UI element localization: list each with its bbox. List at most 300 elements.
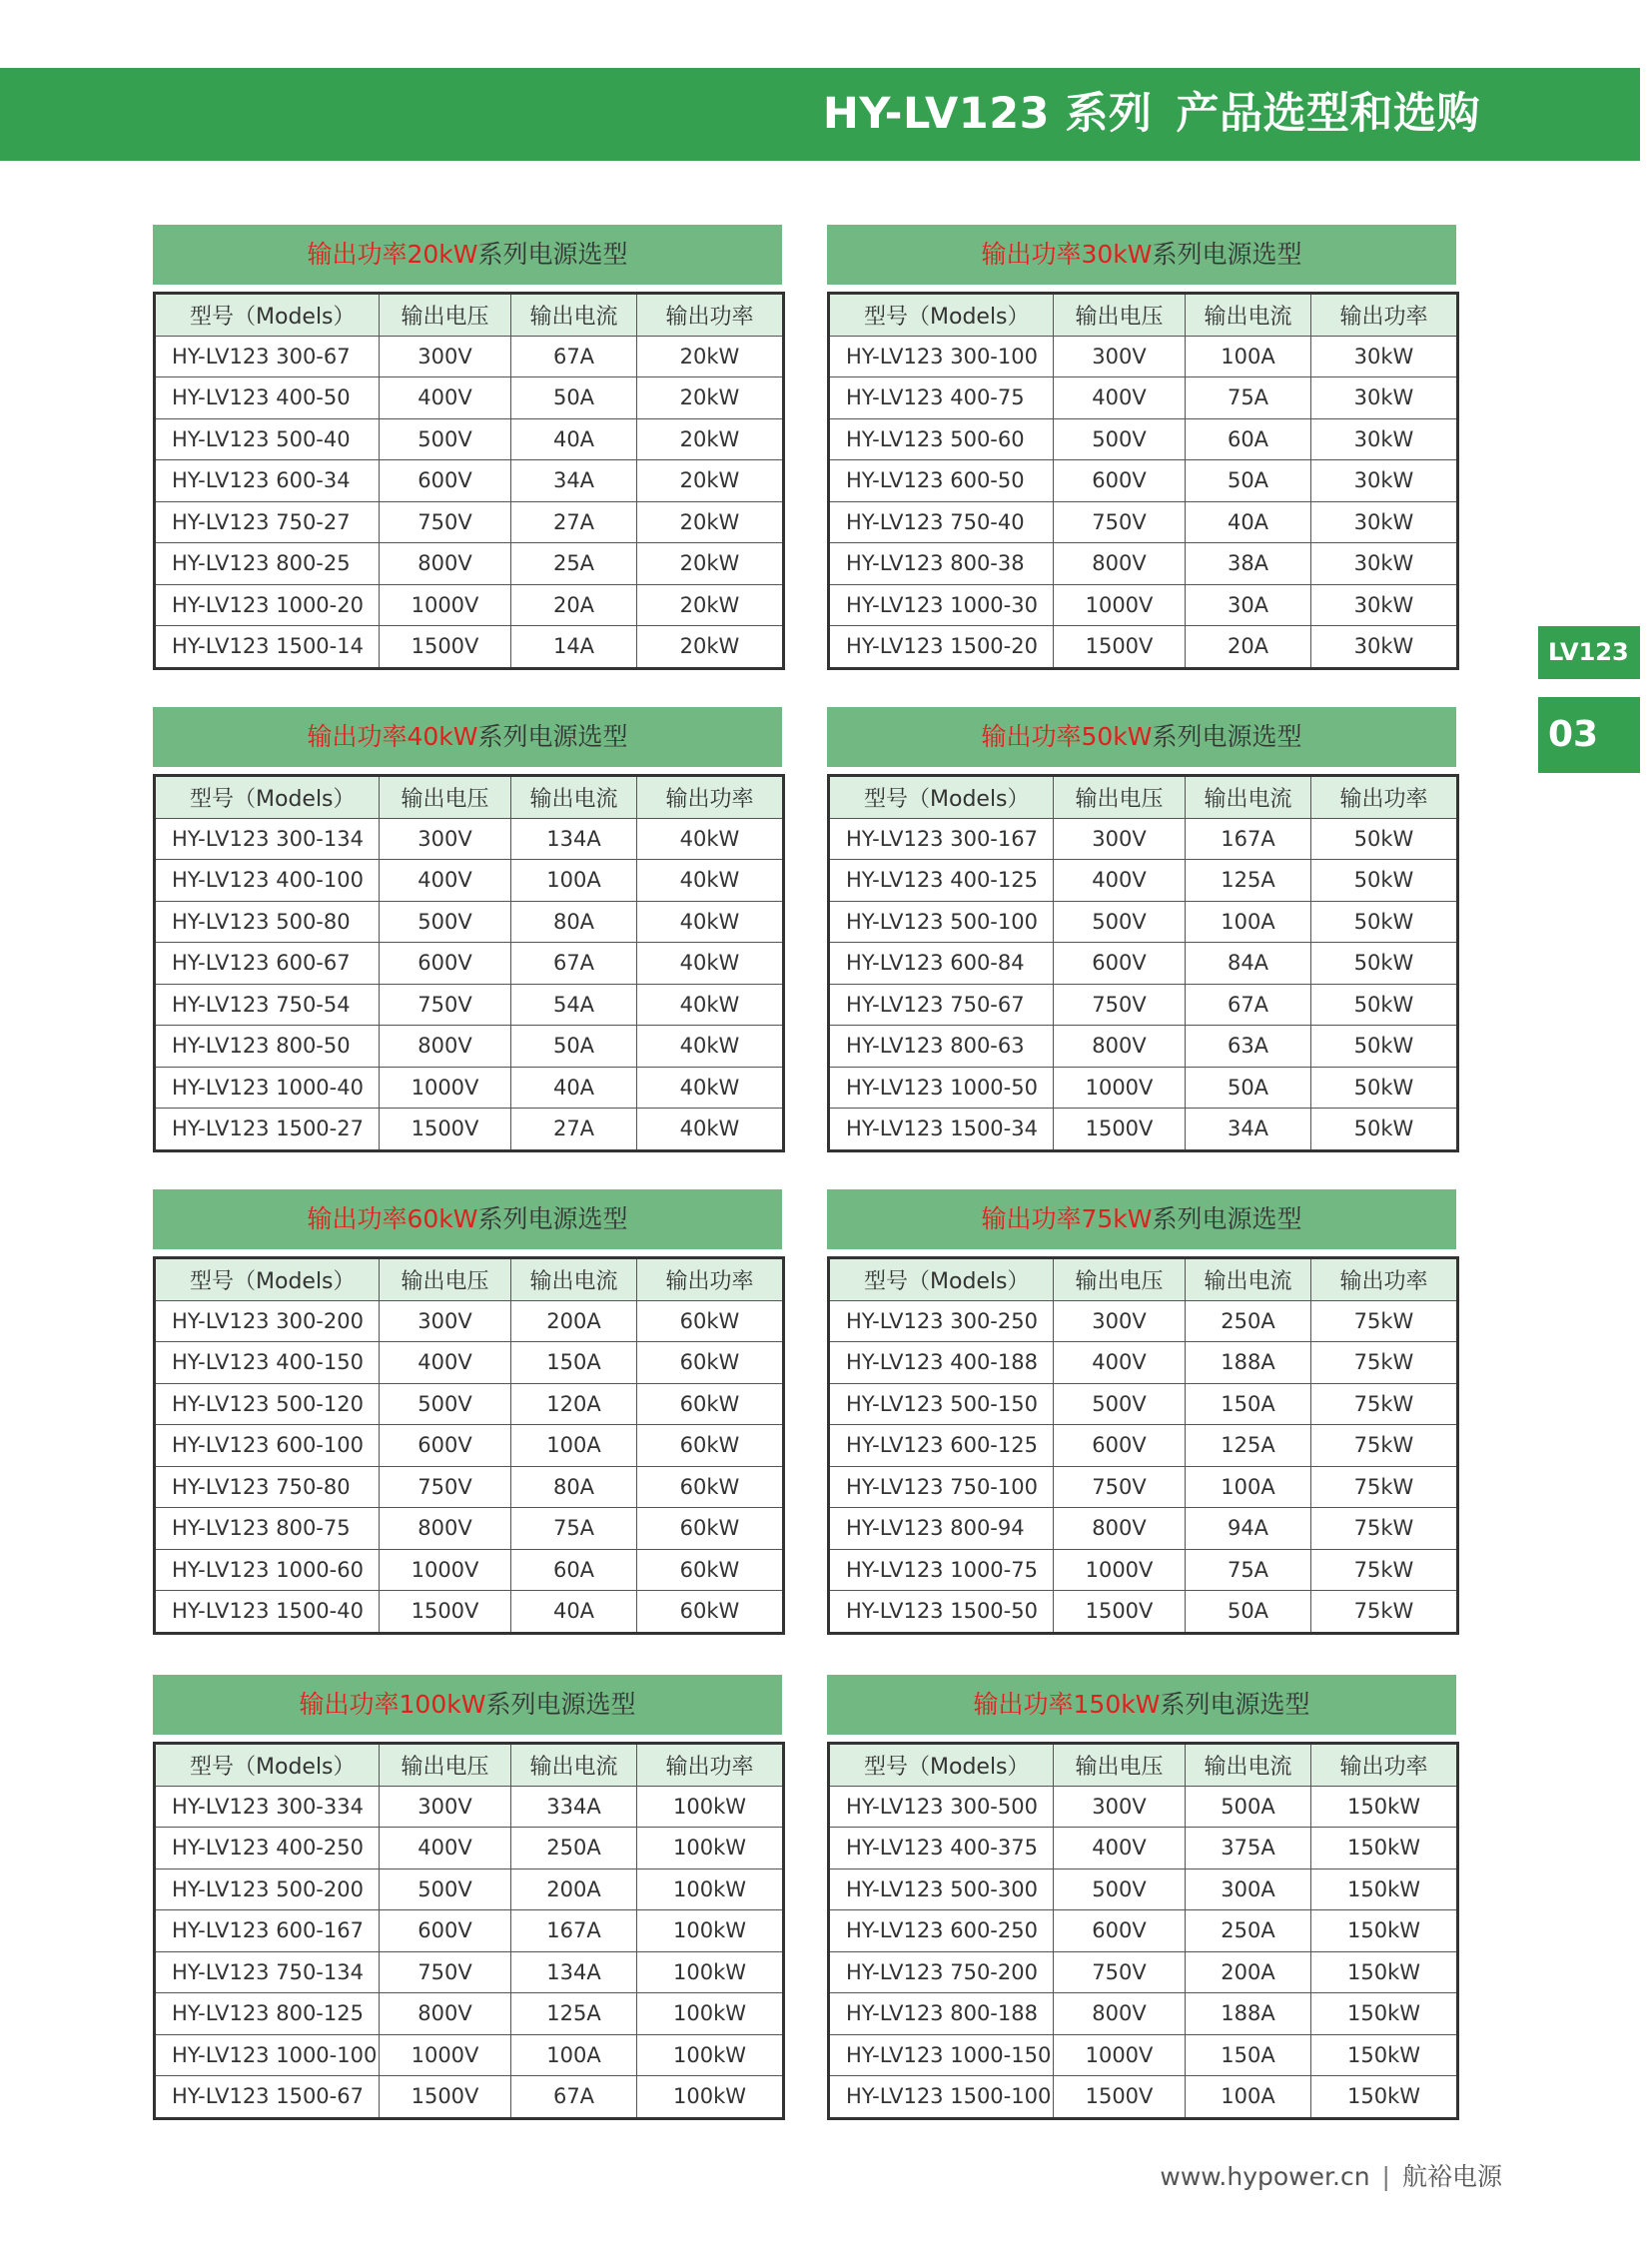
column-header-model: 型号（Models） (155, 1258, 380, 1301)
cell-current: 34A (1186, 1109, 1311, 1151)
table-row (829, 543, 1458, 585)
cell-model: HY-LV123 400-75 (829, 377, 1054, 419)
cell-voltage: 400V (1054, 1828, 1186, 1869)
block-title (153, 225, 782, 285)
table-header-row (155, 294, 784, 337)
cell-voltage: 750V (380, 984, 511, 1026)
cell-model: HY-LV123 1500-40 (155, 1591, 380, 1634)
cell-power: 50kW (1311, 1067, 1458, 1109)
side-tab-series: LV123 (1538, 626, 1640, 679)
cell-voltage: 750V (1054, 1951, 1186, 1993)
block-title-suffix: 系列电源选型 (477, 722, 628, 751)
cell-power: 75kW (1311, 1342, 1458, 1384)
cell-current: 150A (1186, 2034, 1311, 2076)
table-row (829, 818, 1458, 860)
cell-power: 100kW (637, 1993, 784, 2035)
cell-voltage: 500V (1054, 1868, 1186, 1910)
table-row (155, 2076, 784, 2119)
cell-model: HY-LV123 600-67 (155, 943, 380, 985)
cell-current: 50A (511, 1026, 637, 1068)
cell-voltage: 600V (1054, 1910, 1186, 1952)
cell-model: HY-LV123 600-100 (155, 1425, 380, 1467)
cell-voltage: 800V (1054, 1026, 1186, 1068)
cell-model: HY-LV123 400-250 (155, 1828, 380, 1869)
table-row (829, 460, 1458, 502)
cell-power: 50kW (1311, 984, 1458, 1026)
column-header-model: 型号（Models） (829, 1258, 1054, 1301)
cell-current: 200A (511, 1300, 637, 1342)
table-row (155, 1828, 784, 1869)
block-title-power: 输出功率60kW (307, 1204, 478, 1233)
cell-model: HY-LV123 750-100 (829, 1466, 1054, 1508)
table-row (829, 2076, 1458, 2119)
cell-voltage: 1500V (380, 2076, 511, 2119)
cell-power: 30kW (1311, 501, 1458, 543)
cell-power: 60kW (637, 1342, 784, 1384)
cell-power: 60kW (637, 1549, 784, 1591)
column-header-current: 输出电流 (511, 776, 637, 819)
cell-voltage: 600V (1054, 1425, 1186, 1467)
cell-current: 250A (1186, 1910, 1311, 1952)
cell-model: HY-LV123 600-167 (155, 1910, 380, 1952)
footer-separator: | (1381, 2162, 1390, 2191)
spec-block (827, 1189, 1456, 1635)
cell-voltage: 1500V (1054, 2076, 1186, 2119)
block-title (827, 707, 1456, 767)
cell-voltage: 800V (380, 1508, 511, 1550)
cell-current: 20A (1186, 626, 1311, 669)
table-row (155, 1951, 784, 1993)
cell-voltage: 1000V (1054, 2034, 1186, 2076)
cell-power: 40kW (637, 943, 784, 985)
spec-block (153, 1675, 782, 2120)
cell-power: 20kW (637, 626, 784, 669)
column-header-power: 输出功率 (1311, 1258, 1458, 1301)
cell-current: 40A (511, 1591, 637, 1634)
cell-power: 20kW (637, 543, 784, 585)
cell-current: 94A (1186, 1508, 1311, 1550)
table-row (829, 1993, 1458, 2035)
cell-power: 20kW (637, 460, 784, 502)
table-header-row (829, 294, 1458, 337)
cell-model: HY-LV123 600-84 (829, 943, 1054, 985)
cell-model: HY-LV123 400-50 (155, 377, 380, 419)
spec-table (827, 1742, 1459, 2120)
cell-model: HY-LV123 300-500 (829, 1786, 1054, 1828)
cell-voltage: 800V (1054, 1508, 1186, 1550)
cell-model: HY-LV123 1000-40 (155, 1067, 380, 1109)
table-row (155, 943, 784, 985)
cell-current: 334A (511, 1786, 637, 1828)
cell-current: 40A (511, 418, 637, 460)
cell-model: HY-LV123 1000-60 (155, 1549, 380, 1591)
cell-power: 20kW (637, 584, 784, 626)
cell-voltage: 750V (380, 501, 511, 543)
cell-voltage: 400V (380, 1342, 511, 1384)
cell-power: 75kW (1311, 1549, 1458, 1591)
table-row (155, 1786, 784, 1828)
cell-voltage: 1000V (1054, 584, 1186, 626)
cell-power: 75kW (1311, 1300, 1458, 1342)
page-title-main: 产品选型和选购 (1176, 89, 1480, 139)
cell-power: 30kW (1311, 460, 1458, 502)
cell-model: HY-LV123 500-150 (829, 1383, 1054, 1425)
cell-model: HY-LV123 1000-150 (829, 2034, 1054, 2076)
cell-model: HY-LV123 1500-67 (155, 2076, 380, 2119)
cell-current: 80A (511, 1466, 637, 1508)
table-row (155, 984, 784, 1026)
cell-voltage: 1000V (380, 1549, 511, 1591)
table-row (155, 1508, 784, 1550)
cell-model: HY-LV123 500-80 (155, 901, 380, 943)
cell-voltage: 500V (380, 901, 511, 943)
cell-voltage: 1500V (1054, 1109, 1186, 1151)
cell-current: 100A (511, 1425, 637, 1467)
table-row (155, 1910, 784, 1952)
table-row (155, 1549, 784, 1591)
cell-power: 30kW (1311, 584, 1458, 626)
cell-current: 75A (511, 1508, 637, 1550)
cell-voltage: 500V (1054, 901, 1186, 943)
cell-current: 150A (1186, 1383, 1311, 1425)
table-row (155, 1109, 784, 1151)
cell-voltage: 750V (380, 1951, 511, 1993)
cell-model: HY-LV123 800-125 (155, 1993, 380, 2035)
cell-voltage: 300V (1054, 336, 1186, 377)
block-title-suffix: 系列电源选型 (1152, 722, 1302, 751)
cell-power: 40kW (637, 860, 784, 902)
cell-current: 67A (511, 2076, 637, 2119)
cell-voltage: 300V (1054, 1300, 1186, 1342)
cell-voltage: 500V (380, 1383, 511, 1425)
cell-model: HY-LV123 400-188 (829, 1342, 1054, 1384)
cell-voltage: 500V (380, 1868, 511, 1910)
cell-power: 50kW (1311, 860, 1458, 902)
column-header-current: 输出电流 (1186, 776, 1311, 819)
column-header-voltage: 输出电压 (1054, 776, 1186, 819)
column-header-power: 输出功率 (1311, 1744, 1458, 1787)
block-title-suffix: 系列电源选型 (485, 1690, 636, 1719)
block-title-power: 输出功率100kW (299, 1690, 486, 1719)
table-row (829, 901, 1458, 943)
column-header-current: 输出电流 (511, 1258, 637, 1301)
cell-model: HY-LV123 400-150 (155, 1342, 380, 1384)
cell-power: 40kW (637, 1026, 784, 1068)
cell-voltage: 300V (1054, 818, 1186, 860)
cell-power: 20kW (637, 377, 784, 419)
table-row (155, 1466, 784, 1508)
column-header-voltage: 输出电压 (380, 294, 511, 337)
cell-model: HY-LV123 400-125 (829, 860, 1054, 902)
cell-current: 125A (1186, 860, 1311, 902)
column-header-voltage: 输出电压 (380, 776, 511, 819)
block-title-suffix: 系列电源选型 (477, 1204, 628, 1233)
cell-model: HY-LV123 600-125 (829, 1425, 1054, 1467)
cell-power: 60kW (637, 1591, 784, 1634)
cell-current: 75A (1186, 1549, 1311, 1591)
cell-power: 100kW (637, 1828, 784, 1869)
cell-current: 188A (1186, 1993, 1311, 2035)
cell-power: 30kW (1311, 626, 1458, 669)
column-header-voltage: 输出电压 (1054, 1744, 1186, 1787)
cell-model: HY-LV123 750-134 (155, 1951, 380, 1993)
cell-model: HY-LV123 300-334 (155, 1786, 380, 1828)
cell-current: 125A (511, 1993, 637, 2035)
cell-model: HY-LV123 500-120 (155, 1383, 380, 1425)
header-band (0, 68, 1640, 161)
column-header-power: 输出功率 (1311, 776, 1458, 819)
cell-current: 40A (511, 1067, 637, 1109)
cell-power: 40kW (637, 1067, 784, 1109)
cell-voltage: 1500V (1054, 1591, 1186, 1634)
table-header-row (155, 1744, 784, 1787)
cell-current: 67A (1186, 984, 1311, 1026)
spec-table (153, 774, 785, 1152)
spec-block (153, 225, 782, 670)
table-row (829, 1786, 1458, 1828)
column-header-power: 输出功率 (1311, 294, 1458, 337)
cell-model: HY-LV123 400-100 (155, 860, 380, 902)
cell-model: HY-LV123 300-250 (829, 1300, 1054, 1342)
cell-model: HY-LV123 800-94 (829, 1508, 1054, 1550)
spec-table (153, 1256, 785, 1635)
cell-current: 30A (1186, 584, 1311, 626)
table-row (829, 501, 1458, 543)
cell-model: HY-LV123 1500-20 (829, 626, 1054, 669)
column-header-current: 输出电流 (511, 294, 637, 337)
cell-voltage: 600V (380, 460, 511, 502)
cell-current: 40A (1186, 501, 1311, 543)
page-title (823, 68, 1480, 161)
cell-power: 40kW (637, 818, 784, 860)
cell-current: 84A (1186, 943, 1311, 985)
cell-voltage: 1500V (380, 626, 511, 669)
cell-power: 75kW (1311, 1383, 1458, 1425)
spec-table (153, 292, 785, 670)
table-header-row (829, 776, 1458, 819)
cell-voltage: 500V (380, 418, 511, 460)
block-title (827, 1675, 1456, 1735)
cell-voltage: 750V (380, 1466, 511, 1508)
cell-power: 100kW (637, 1951, 784, 1993)
spec-table (827, 292, 1459, 670)
column-header-power: 输出功率 (637, 776, 784, 819)
cell-current: 50A (1186, 1067, 1311, 1109)
cell-voltage: 1000V (380, 584, 511, 626)
cell-model: HY-LV123 500-60 (829, 418, 1054, 460)
cell-voltage: 600V (1054, 460, 1186, 502)
cell-model: HY-LV123 1500-14 (155, 626, 380, 669)
cell-voltage: 1000V (380, 2034, 511, 2076)
cell-power: 150kW (1311, 2076, 1458, 2119)
cell-voltage: 1500V (380, 1109, 511, 1151)
cell-voltage: 800V (380, 1993, 511, 2035)
cell-power: 50kW (1311, 943, 1458, 985)
cell-power: 50kW (1311, 1026, 1458, 1068)
table-row (829, 1549, 1458, 1591)
cell-voltage: 300V (1054, 1786, 1186, 1828)
cell-power: 30kW (1311, 543, 1458, 585)
cell-power: 60kW (637, 1383, 784, 1425)
cell-voltage: 1500V (380, 1591, 511, 1634)
cell-model: HY-LV123 1000-50 (829, 1067, 1054, 1109)
footer (1160, 2157, 1502, 2193)
table-row (155, 1300, 784, 1342)
table-row (155, 626, 784, 669)
cell-current: 100A (511, 2034, 637, 2076)
table-header-row (155, 1258, 784, 1301)
column-header-model: 型号（Models） (829, 776, 1054, 819)
table-row (829, 1300, 1458, 1342)
block-title-suffix: 系列电源选型 (1152, 1204, 1302, 1233)
block-title-suffix: 系列电源选型 (477, 240, 628, 269)
cell-current: 150A (511, 1342, 637, 1384)
table-row (829, 1342, 1458, 1384)
cell-current: 27A (511, 1109, 637, 1151)
cell-power: 50kW (1311, 818, 1458, 860)
cell-current: 250A (1186, 1300, 1311, 1342)
cell-voltage: 300V (380, 1786, 511, 1828)
cell-model: HY-LV123 500-40 (155, 418, 380, 460)
column-header-model: 型号（Models） (829, 1744, 1054, 1787)
cell-model: HY-LV123 750-200 (829, 1951, 1054, 1993)
spec-table (827, 1256, 1459, 1635)
cell-power: 40kW (637, 901, 784, 943)
cell-current: 250A (511, 1828, 637, 1869)
table-row (155, 1067, 784, 1109)
spec-block (153, 707, 782, 1152)
table-row (155, 543, 784, 585)
cell-model: HY-LV123 600-50 (829, 460, 1054, 502)
cell-current: 63A (1186, 1026, 1311, 1068)
cell-model: HY-LV123 1000-75 (829, 1549, 1054, 1591)
table-row (829, 1951, 1458, 1993)
table-row (829, 584, 1458, 626)
column-header-current: 输出电流 (1186, 294, 1311, 337)
cell-power: 75kW (1311, 1508, 1458, 1550)
cell-model: HY-LV123 1500-27 (155, 1109, 380, 1151)
page-title-series: HY-LV123 系列 (822, 89, 1153, 139)
cell-current: 75A (1186, 377, 1311, 419)
cell-power: 20kW (637, 501, 784, 543)
table-row (155, 584, 784, 626)
cell-current: 54A (511, 984, 637, 1026)
column-header-power: 输出功率 (637, 294, 784, 337)
table-row (155, 336, 784, 377)
spec-block (827, 1675, 1456, 2120)
cell-power: 150kW (1311, 1868, 1458, 1910)
table-row (829, 377, 1458, 419)
spec-table (153, 1742, 785, 2120)
cell-power: 40kW (637, 1109, 784, 1151)
cell-power: 60kW (637, 1508, 784, 1550)
cell-model: HY-LV123 400-375 (829, 1828, 1054, 1869)
spec-block (153, 1189, 782, 1635)
table-row (829, 1591, 1458, 1634)
cell-model: HY-LV123 300-134 (155, 818, 380, 860)
cell-voltage: 500V (1054, 1383, 1186, 1425)
cell-current: 375A (1186, 1828, 1311, 1869)
block-title-power: 输出功率40kW (307, 722, 478, 751)
cell-voltage: 800V (1054, 1993, 1186, 2035)
cell-current: 50A (511, 377, 637, 419)
cell-current: 120A (511, 1383, 637, 1425)
block-title-power: 输出功率75kW (981, 1204, 1153, 1233)
cell-voltage: 400V (380, 377, 511, 419)
table-row (829, 984, 1458, 1026)
cell-model: HY-LV123 800-38 (829, 543, 1054, 585)
cell-current: 500A (1186, 1786, 1311, 1828)
block-title-suffix: 系列电源选型 (1152, 240, 1302, 269)
cell-model: HY-LV123 1000-30 (829, 584, 1054, 626)
cell-power: 50kW (1311, 901, 1458, 943)
cell-voltage: 600V (380, 943, 511, 985)
cell-power: 20kW (637, 336, 784, 377)
table-row (155, 818, 784, 860)
cell-model: HY-LV123 750-27 (155, 501, 380, 543)
column-header-voltage: 输出电压 (380, 1258, 511, 1301)
cell-model: HY-LV123 800-63 (829, 1026, 1054, 1068)
table-header-row (829, 1258, 1458, 1301)
cell-power: 75kW (1311, 1425, 1458, 1467)
cell-model: HY-LV123 1500-100 (829, 2076, 1054, 2119)
cell-current: 34A (511, 460, 637, 502)
footer-brand: 航裕电源 (1401, 2162, 1502, 2191)
table-row (155, 418, 784, 460)
cell-power: 150kW (1311, 1786, 1458, 1828)
cell-power: 60kW (637, 1466, 784, 1508)
block-title (827, 225, 1456, 285)
table-row (829, 2034, 1458, 2076)
cell-current: 67A (511, 336, 637, 377)
cell-current: 100A (1186, 336, 1311, 377)
cell-current: 50A (1186, 1591, 1311, 1634)
table-row (155, 1868, 784, 1910)
cell-current: 25A (511, 543, 637, 585)
table-row (155, 1342, 784, 1384)
cell-voltage: 750V (1054, 501, 1186, 543)
cell-current: 200A (511, 1868, 637, 1910)
column-header-power: 输出功率 (637, 1744, 784, 1787)
cell-model: HY-LV123 800-50 (155, 1026, 380, 1068)
cell-current: 80A (511, 901, 637, 943)
cell-model: HY-LV123 300-100 (829, 336, 1054, 377)
table-row (155, 901, 784, 943)
cell-power: 30kW (1311, 336, 1458, 377)
table-row (829, 1910, 1458, 1952)
cell-voltage: 1500V (1054, 626, 1186, 669)
cell-power: 100kW (637, 1868, 784, 1910)
cell-power: 150kW (1311, 1951, 1458, 1993)
table-row (829, 1383, 1458, 1425)
cell-current: 300A (1186, 1868, 1311, 1910)
table-row (829, 336, 1458, 377)
cell-current: 20A (511, 584, 637, 626)
cell-model: HY-LV123 1500-50 (829, 1591, 1054, 1634)
cell-current: 125A (1186, 1425, 1311, 1467)
column-header-model: 型号（Models） (829, 294, 1054, 337)
cell-voltage: 1000V (380, 1067, 511, 1109)
cell-model: HY-LV123 800-75 (155, 1508, 380, 1550)
cell-current: 134A (511, 1951, 637, 1993)
cell-current: 167A (1186, 818, 1311, 860)
cell-current: 134A (511, 818, 637, 860)
cell-model: HY-LV123 750-54 (155, 984, 380, 1026)
cell-power: 150kW (1311, 1910, 1458, 1952)
spec-table (827, 774, 1459, 1152)
table-row (829, 1828, 1458, 1869)
cell-voltage: 400V (1054, 860, 1186, 902)
